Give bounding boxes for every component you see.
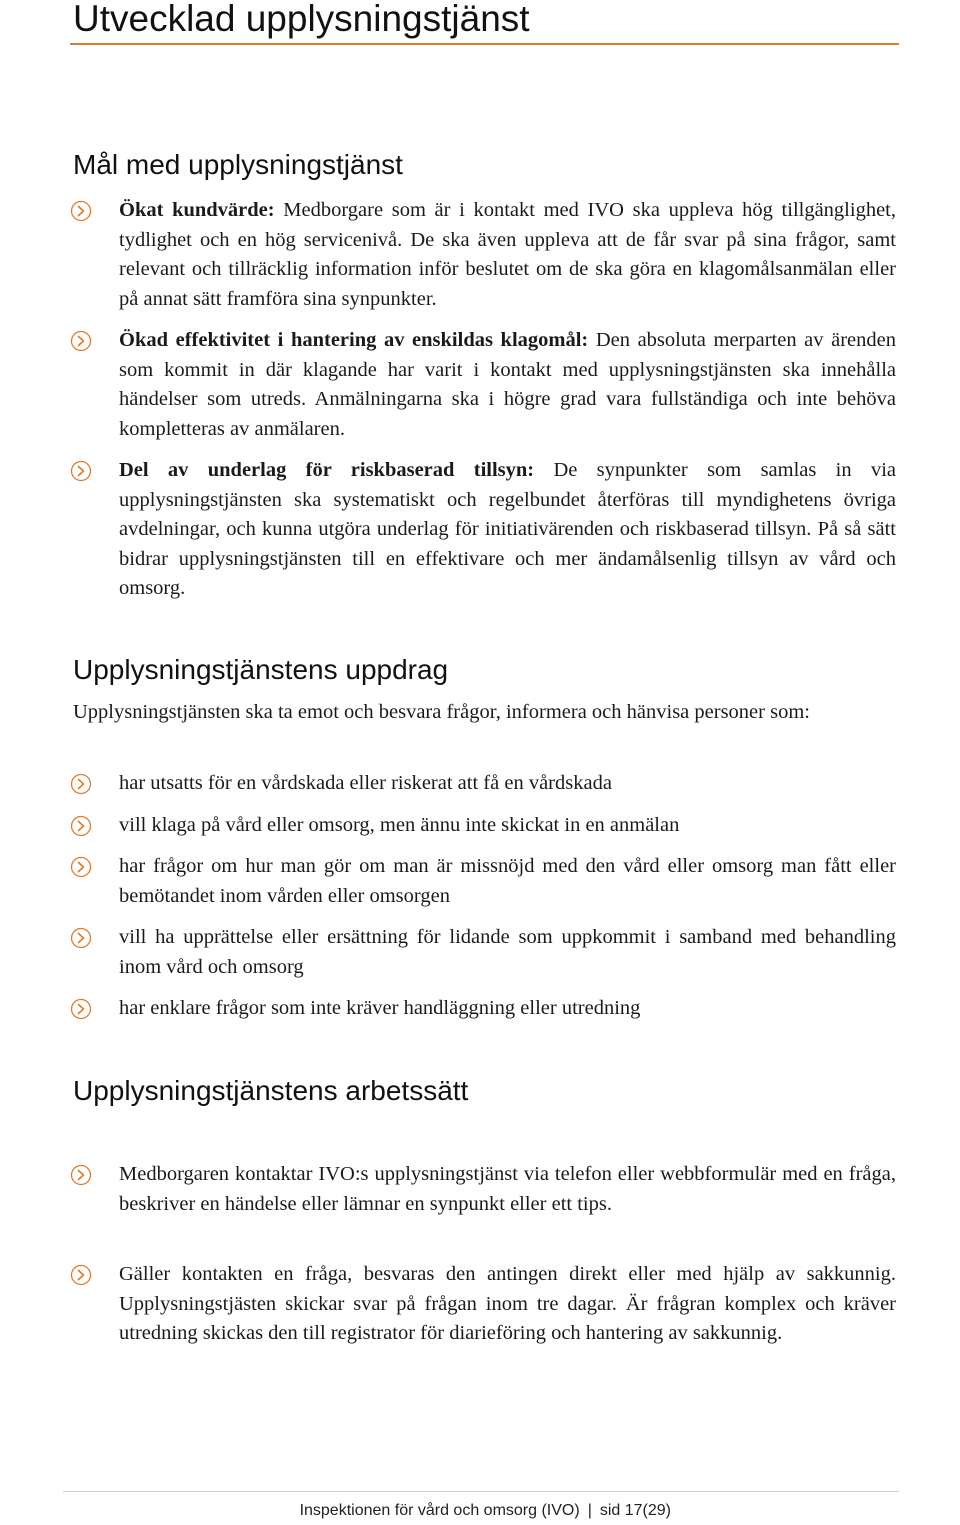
- footer-org: Inspektionen för vård och omsorg (IVO): [299, 1502, 580, 1519]
- chevron-right-circle-icon: [70, 1164, 92, 1186]
- list-item: [70, 1160, 896, 1219]
- list-item: [70, 1260, 896, 1349]
- footer-separator: |: [587, 1502, 592, 1519]
- section-heading-uppdrag: Upplysningstjänstens uppdrag: [73, 654, 449, 685]
- section-heading-mal: Mål med upplysningstjänst: [73, 149, 403, 180]
- chevron-right-circle-icon: [70, 856, 92, 878]
- chevron-right-circle-icon: [70, 815, 92, 837]
- chevron-right-circle-icon: [70, 1264, 92, 1286]
- list-item: [70, 196, 896, 314]
- footer-rule: [63, 1491, 899, 1492]
- chevron-right-circle-icon: [70, 200, 92, 222]
- bullet-text: Den absoluta merparten av ärenden som kommit in där klagande har varit i kontakt med upplysningstjänsten ska innehålla händelser som utreds. Anmälningarna ska i högre grad vara fullständiga och inte behöva kompletteras av anmälaren.: [119, 329, 896, 440]
- list-item: [70, 852, 896, 911]
- page-title: Utvecklad upplysningstjänst: [73, 0, 530, 39]
- section-intro: Upplysningstjänsten ska ta emot och besvara frågor, informera och hänvisa personer som:: [73, 701, 810, 723]
- list-item: [70, 994, 896, 1024]
- page-footer: [63, 1500, 671, 1522]
- bullet-text: Medborgaren kontaktar IVO:s upplysningstjänst via telefon eller webbformulär med en fråga, beskriver en händelse eller lämnar en synpunkt eller ett tips.: [119, 1163, 896, 1215]
- bullet-lead: Ökad effektivitet i hantering av enskildas klagomål:: [119, 329, 589, 351]
- chevron-right-circle-icon: [70, 998, 92, 1020]
- bullet-text: vill klaga på vård eller omsorg, men ännu inte skickat in en anmälan: [119, 814, 680, 836]
- chevron-right-circle-icon: [70, 330, 92, 352]
- chevron-right-circle-icon: [70, 927, 92, 949]
- chevron-right-circle-icon: [70, 460, 92, 482]
- footer-page-number: sid 17(29): [599, 1502, 671, 1519]
- bullet-text: vill ha upprättelse eller ersättning för lidande som uppkommit i samband med behandling inom vård och omsorg: [119, 926, 896, 978]
- title-rule: [70, 43, 899, 45]
- list-item: [70, 326, 896, 444]
- chevron-right-circle-icon: [70, 773, 92, 795]
- list-item: [70, 811, 896, 841]
- bullet-lead: Del av underlag för riskbaserad tillsyn:: [119, 459, 535, 481]
- bullet-text: Medborgare som är i kontakt med IVO ska uppleva hög tillgänglighet, tydlighet och en hög servicenivå. De ska även uppleva att de får svar på sina frågor, samt relevant och tillräcklig information inför beslutet om de ska göra en klagomålsanmälan eller på annat sätt framföra sina synpunkter.: [119, 199, 896, 310]
- bullet-lead: Ökat kundvärde:: [119, 199, 275, 221]
- bullet-text: har enklare frågor som inte kräver handläggning eller utredning: [119, 997, 641, 1019]
- bullet-text: har frågor om hur man gör om man är missnöjd med den vård eller omsorg man fått eller bemötandet inom vården eller omsorgen: [119, 855, 896, 907]
- bullet-text: har utsatts för en vårdskada eller riskerat att få en vårdskada: [119, 772, 612, 794]
- bullet-text: Gäller kontakten en fråga, besvaras den antingen direkt eller med hjälp av sakkunnig. Upplysningstjästen skickar svar på frågan inom tre dagar. Är frågran komplex och kräver utredning skickas den till registrator för diarieföring och hantering av sakkunnig.: [119, 1263, 896, 1344]
- list-item: [70, 923, 896, 982]
- list-item: [70, 769, 896, 799]
- list-item: [70, 456, 896, 604]
- section-heading-arbetssatt: Upplysningstjänstens arbetssätt: [73, 1075, 469, 1106]
- bullet-text: De synpunkter som samlas in via upplysningstjänsten ska systematiskt och regelbundet återföras till myndighetens övriga avdelningar, och kunna utgöra underlag för initiativärenden och riskbaserad tillsyn. På så sätt bidrar upplysningstjänsten till en effektivare och mer ändamålsenlig tillsyn av vård och omsorg.: [119, 459, 896, 599]
